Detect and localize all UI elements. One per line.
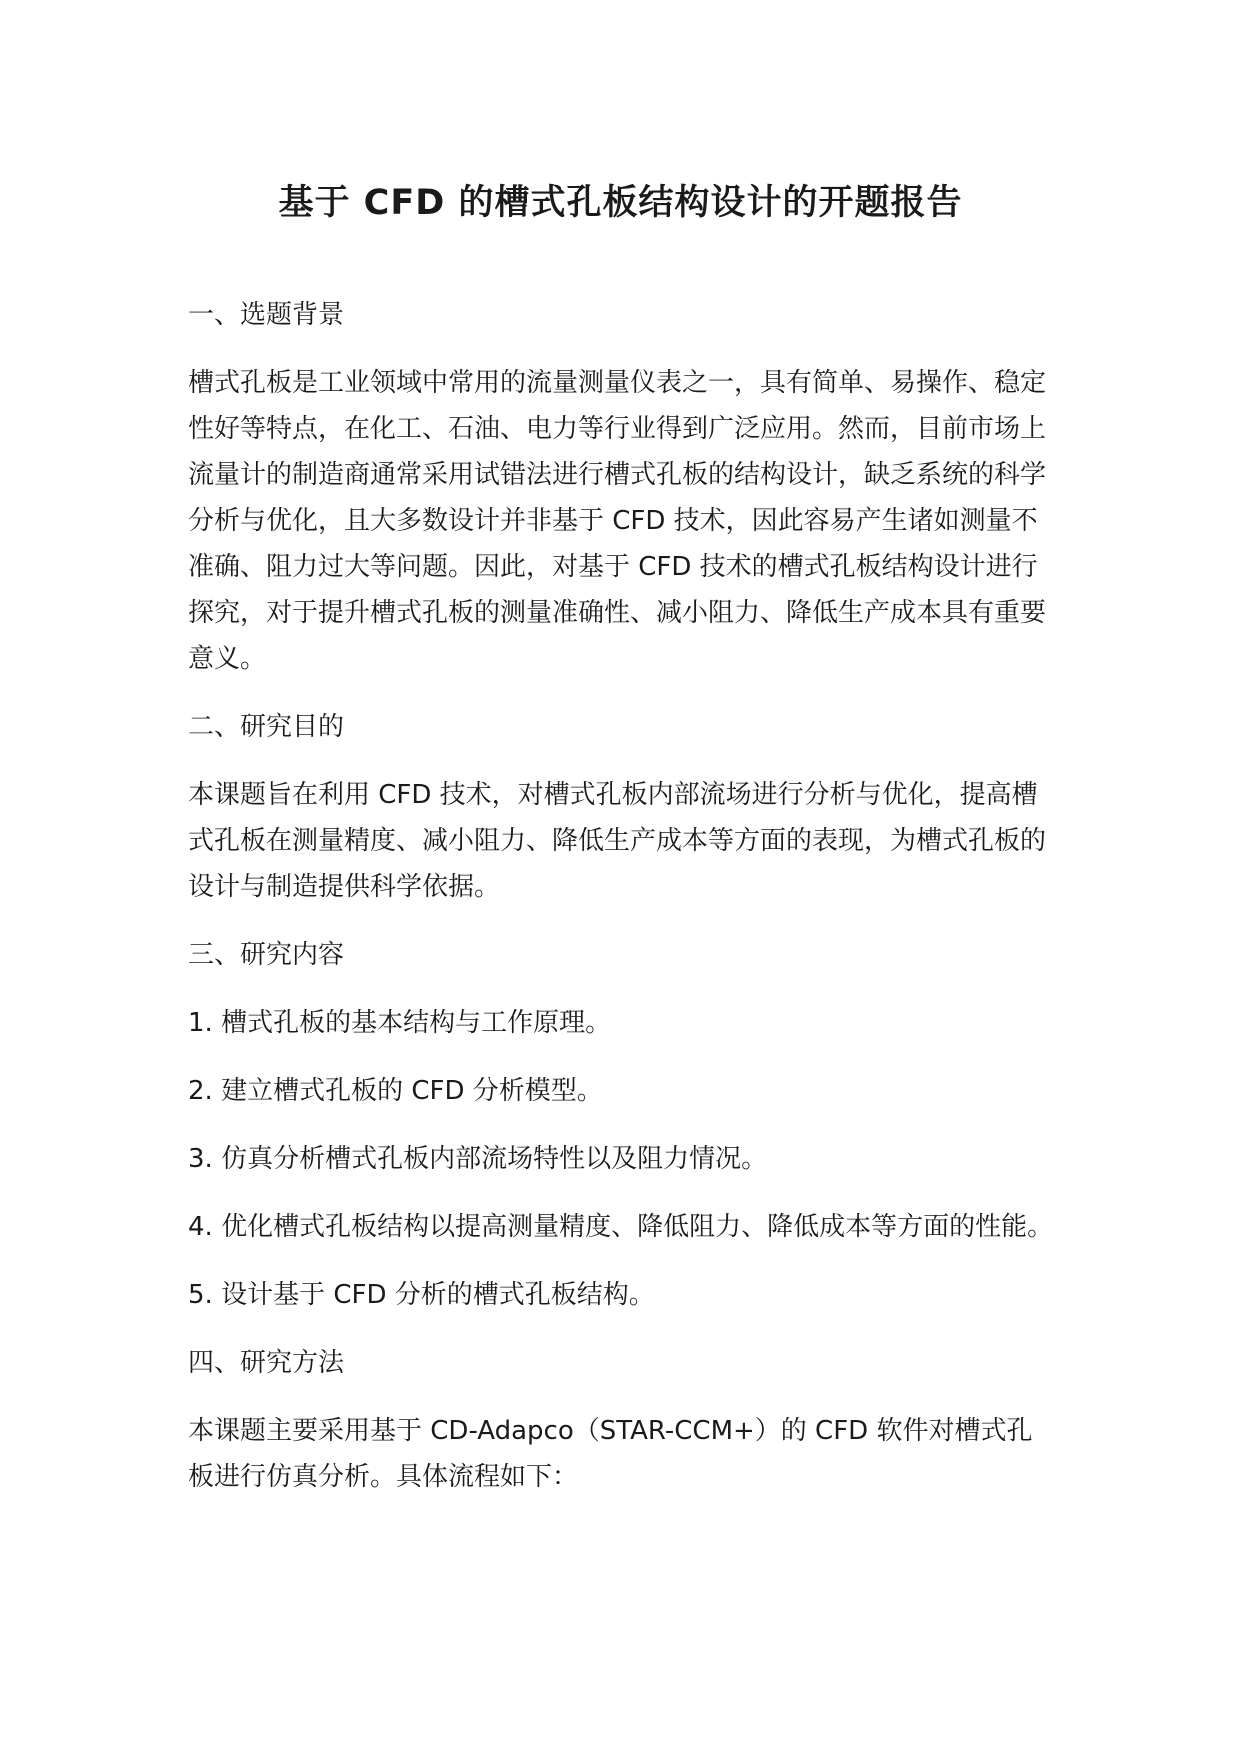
content-list-item: 4. 优化槽式孔板结构以提高测量精度、降低阻力、降低成本等方面的性能。	[188, 1212, 1054, 1242]
purpose-paragraph: 本课题旨在利用 CFD 技术，对槽式孔板内部流场进行分析与优化，提高槽式孔板在测量精度、减小阻力、降低生产成本等方面的表现，为槽式孔板的设计与制造提供科学依据。	[188, 780, 1047, 902]
section-heading-purpose: 二、研究目的	[188, 712, 345, 742]
document-title: 基于 CFD 的槽式孔板结构设计的开题报告	[278, 183, 963, 223]
content-list-item: 3. 仿真分析槽式孔板内部流场特性以及阻力情况。	[188, 1144, 768, 1174]
background-paragraph: 槽式孔板是工业领域中常用的流量测量仪表之一，具有简单、易操作、稳定性好等特点，在化工、石油、电力等行业得到广泛应用。然而，目前市场上流量计的制造商通常采用试错法进行槽式孔板的结构设计，缺乏系统的科学分析与优化，且大多数设计并非基于 CFD 技术，因此容易产生诸如测量不准确、阻力过大等问题。因此，对基于 CFD 技术的槽式孔板结构设计进行探究，对于提升槽式孔板的测量准确性、减小阻力、降低生产成本具有重要意义。	[188, 368, 1047, 674]
section-heading-method: 四、研究方法	[188, 1348, 345, 1378]
method-paragraph: 本课题主要采用基于 CD-Adapco（STAR-CCM+）的 CFD 软件对槽式孔板进行仿真分析。具体流程如下：	[188, 1416, 1033, 1492]
content-list-item: 1. 槽式孔板的基本结构与工作原理。	[188, 1008, 612, 1038]
content-list-item: 2. 建立槽式孔板的 CFD 分析模型。	[188, 1076, 603, 1106]
section-heading-background: 一、选题背景	[188, 300, 345, 330]
content-list-item: 5. 设计基于 CFD 分析的槽式孔板结构。	[188, 1280, 655, 1310]
document-body	[188, 292, 1058, 1522]
section-heading-content: 三、研究内容	[188, 940, 345, 970]
